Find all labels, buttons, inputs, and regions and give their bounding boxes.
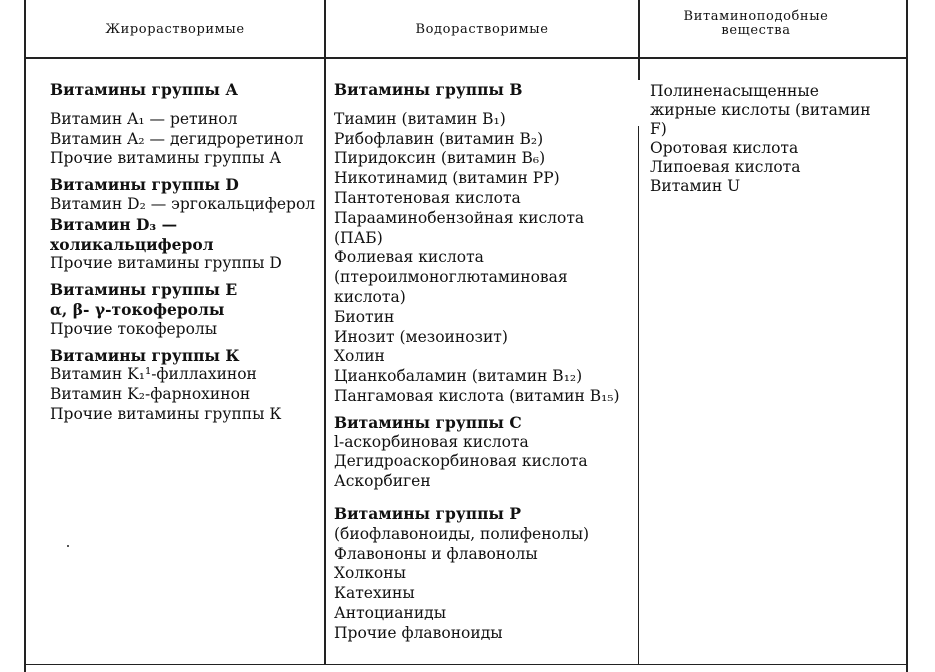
list-item: Холконы bbox=[334, 564, 406, 583]
list-item: Липоевая кислота bbox=[650, 158, 801, 176]
list-item: Витамин A₂ — дегидроретинол bbox=[50, 129, 304, 148]
table-bottom-rule bbox=[24, 664, 908, 665]
list-item: Дегидроаскорбиновая кислота bbox=[334, 452, 588, 471]
header-fat-soluble: Жирорастворимые bbox=[105, 22, 245, 37]
list-item: Цианкобаламин (витамин B₁₂) bbox=[334, 367, 583, 386]
group-d-title: Витамины группы D bbox=[50, 175, 239, 195]
list-item-pufa: Полиненасыщенные жирные кислоты (витамин F) bbox=[650, 82, 871, 138]
water-soluble-column bbox=[334, 80, 634, 644]
list-item: Витамин U bbox=[650, 177, 741, 195]
list-item: Прочие токоферолы bbox=[50, 319, 218, 338]
list-item: Пангамовая кислота (витамин B₁₅) bbox=[334, 386, 620, 405]
list-item: Катехины bbox=[334, 584, 415, 603]
group-b-title: Витамины группы В bbox=[334, 80, 523, 99]
list-item: Пантотеновая кислота bbox=[334, 188, 521, 207]
list-item: Витамин A₁ — ретинол bbox=[50, 109, 238, 128]
list-item: Оротовая кислота bbox=[650, 139, 799, 157]
list-item: Прочие витамины группы D bbox=[50, 254, 282, 273]
list-item: Витамин K₂-фарнохинон bbox=[50, 385, 251, 404]
list-item: Витамин K₁¹-филлахинон bbox=[50, 365, 257, 384]
list-item: Аскорбиген bbox=[334, 472, 431, 491]
header-vitamin-like: Витаминоподобные вещества bbox=[683, 9, 829, 38]
column-divider-2 bbox=[638, 0, 640, 80]
list-item: Антоцианиды bbox=[334, 603, 447, 622]
header-water-soluble: Водорастворимые bbox=[415, 22, 549, 37]
list-item: Прочие витамины группы А bbox=[50, 149, 282, 168]
list-item: Инозит (мезоинозит) bbox=[334, 327, 508, 346]
group-k-title: Витамины группы К bbox=[50, 345, 240, 365]
group-p-subtitle: (биофлавоноиды, полифенолы) bbox=[334, 524, 590, 543]
column-divider-2-lower bbox=[638, 126, 639, 664]
list-item: Прочие флавоноиды bbox=[334, 623, 503, 642]
group-a-title: Витамины группы А bbox=[50, 80, 238, 99]
list-item: Витамин D₃ — холикальциферол bbox=[50, 214, 214, 254]
fat-soluble-column bbox=[50, 80, 322, 425]
list-item: l-аскорбиновая кислота bbox=[334, 432, 529, 451]
list-item: Биотин bbox=[334, 307, 395, 326]
list-item: Витамин D₂ — эргокальциферол bbox=[50, 194, 316, 213]
list-item: Парааминобензойная кислота (ПАБ) bbox=[334, 208, 585, 247]
group-p-heading bbox=[334, 504, 634, 545]
list-item: Фолиевая кислота (птероилмоноглютаминовая кислота) bbox=[334, 248, 568, 306]
group-c-title: Витамины группы С bbox=[334, 412, 522, 432]
list-item: Рибофлавин (витамин B₂) bbox=[334, 129, 544, 148]
header-bottom-rule bbox=[24, 57, 908, 59]
group-p-title: Витамины группы Р bbox=[334, 503, 522, 523]
group-e-title: Витамины группы Е bbox=[50, 280, 238, 300]
list-item: Прочие витамины группы К bbox=[50, 404, 282, 423]
list-item: Флавононы и флавонолы bbox=[334, 544, 538, 563]
speck bbox=[67, 545, 69, 547]
list-item: Пиридоксин (витамин B₆) bbox=[334, 149, 546, 168]
column-divider-1 bbox=[324, 0, 326, 664]
list-item: Никотинамид (витамин PP) bbox=[334, 169, 560, 188]
list-item: Тиамин (витамин B₁) bbox=[334, 109, 506, 128]
vitamin-like-column bbox=[650, 82, 890, 196]
list-item: α, β- γ-токоферолы bbox=[50, 299, 225, 319]
list-item: Холин bbox=[334, 347, 385, 366]
